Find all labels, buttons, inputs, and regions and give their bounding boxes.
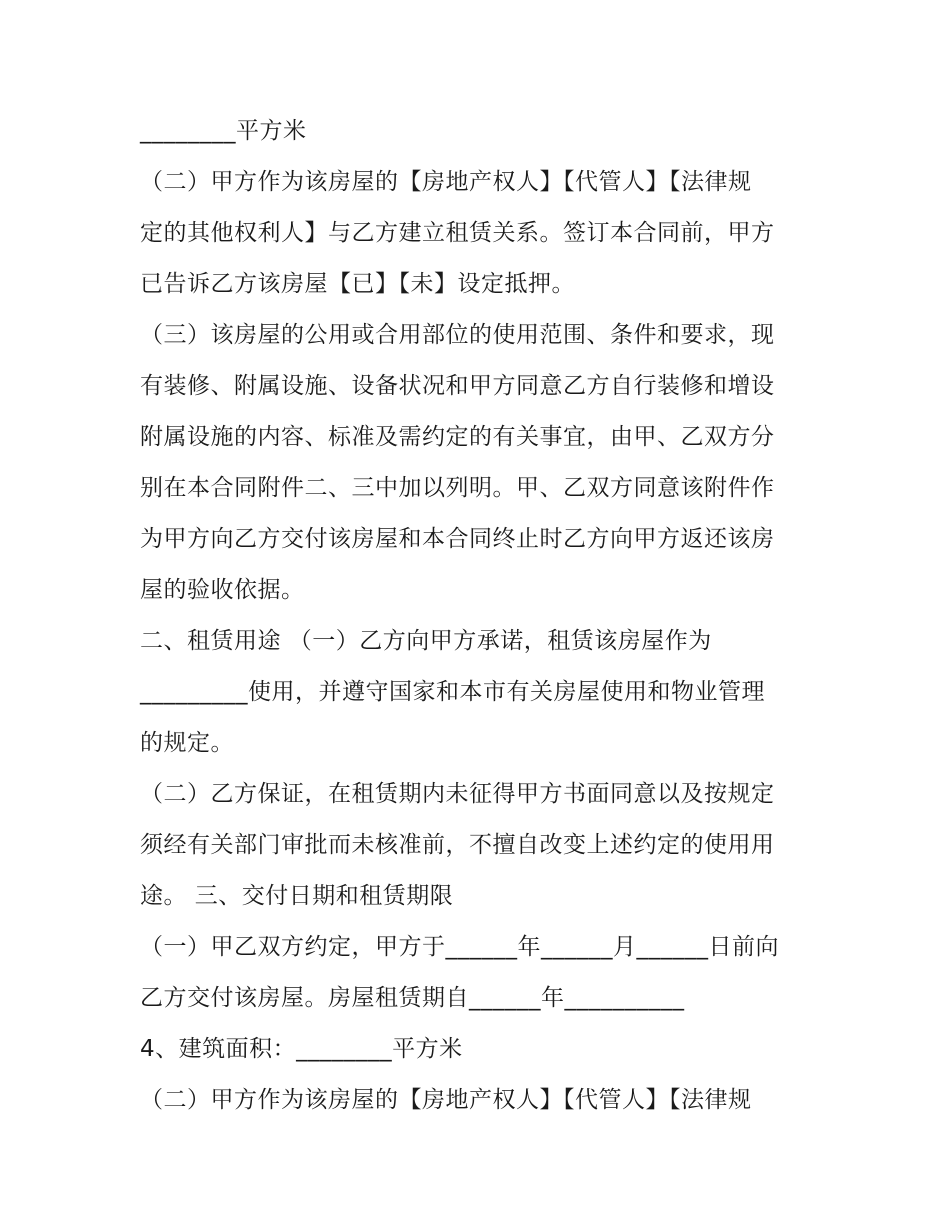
text-line: 定的其他权利人】与乙方建立租赁关系。签订本合同前，甲方 [140, 220, 775, 246]
text-line: 屋的验收依据。 [140, 577, 305, 603]
section-heading-line: 二、租赁用途 （一）乙方向甲方承诺，租赁该房屋作为 [140, 628, 712, 654]
text-line: 须经有关部门审批而未核准前，不擅自改变上述约定的使用用 [140, 832, 775, 858]
text-line: 为甲方向乙方交付该房屋和本合同终止时乙方向甲方返还该房 [140, 526, 775, 552]
text-line: （一）甲乙双方约定，甲方于______年______月______日前向 [140, 934, 779, 960]
section-heading-line: 途。 三、交付日期和租赁期限 [140, 883, 454, 909]
text-line: （二）甲方作为该房屋的【房地产权人】【代管人】【法律规 [140, 169, 752, 195]
text-line: _________使用，并遵守国家和本市有关房屋使用和物业管理 [140, 679, 765, 705]
document-body [140, 106, 820, 1126]
text-line: （二）甲方作为该房屋的【房地产权人】【代管人】【法律规 [140, 1087, 752, 1113]
text-line: 别在本合同附件二、三中加以列明。甲、乙双方同意该附件作 [140, 475, 775, 501]
text-line: （三）该房屋的公用或合用部位的使用范围、条件和要求，现 [140, 322, 775, 348]
text-line: 乙方交付该房屋。房屋租赁期自______年__________ [140, 985, 685, 1011]
text-line: 4、建筑面积：________平方米 [140, 1036, 463, 1062]
text-line: ________平方米 [140, 118, 307, 144]
text-line: 已告诉乙方该房屋【已】【未】设定抵押。 [140, 271, 575, 297]
text-line: （二）乙方保证，在租赁期内未征得甲方书面同意以及按规定 [140, 781, 775, 807]
text-line: 有装修、附属设施、设备状况和甲方同意乙方自行装修和增设 [140, 373, 775, 399]
text-line: 附属设施的内容、标准及需约定的有关事宜，由甲、乙双方分 [140, 424, 775, 450]
text-line: 的规定。 [140, 730, 234, 756]
